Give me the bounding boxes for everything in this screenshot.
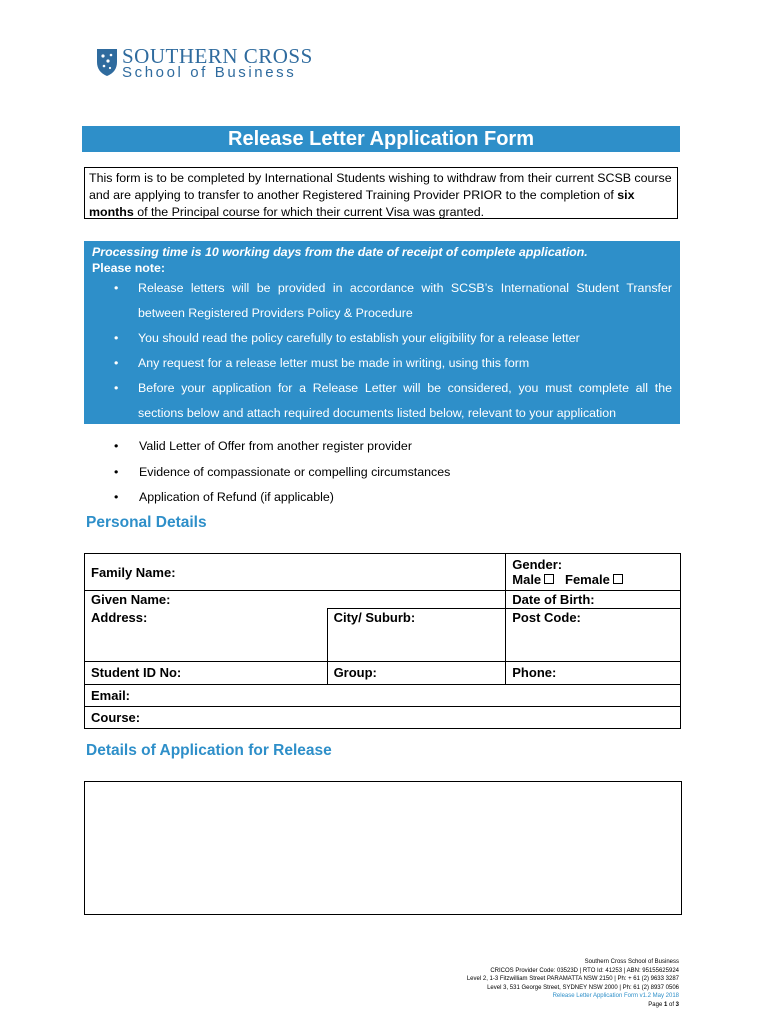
given-name-field[interactable]: Given Name:	[85, 591, 506, 609]
logo-line-1: SOUTHERN CROSS	[122, 44, 313, 68]
release-details-heading: Details of Application for Release	[86, 742, 332, 759]
notice-box	[84, 241, 680, 424]
notice-list	[92, 276, 672, 426]
course-field[interactable]: Course:	[85, 707, 681, 729]
post-code-field[interactable]: Post Code:	[506, 609, 681, 662]
page-total: 3	[675, 1001, 679, 1008]
page-of: of	[667, 1001, 676, 1008]
form-version: Release Letter Application Form v1.2 May 2018	[552, 993, 679, 1000]
date-of-birth-field[interactable]: Date of Birth:	[506, 591, 681, 609]
page-prefix: Page	[648, 1001, 664, 1008]
footer-line-2: CRICOS Provider Code: 03523D | RTO Id: 41253 | ABN: 95155625924	[490, 967, 679, 974]
document-item: • Application of Refund (if applicable)	[84, 485, 680, 511]
form-title: Release Letter Application Form	[82, 126, 680, 152]
male-checkbox[interactable]	[544, 574, 554, 584]
gender-field	[506, 554, 681, 591]
document-item: • Valid Letter of Offer from another register provider	[84, 434, 680, 460]
please-note: Please note:	[92, 261, 165, 275]
notice-item: • Before your application for a Release Letter will be considered, you must complete all the sections below and attach required documents listed below, relevant to your application	[92, 376, 672, 426]
page-footer	[467, 958, 679, 1010]
personal-details-heading: Personal Details	[86, 514, 207, 531]
release-details-textarea[interactable]	[84, 781, 682, 915]
gender-label: Gender:	[512, 557, 563, 572]
male-label: Male	[512, 572, 542, 587]
personal-details-table	[84, 553, 681, 729]
document-item: • Evidence of compassionate or compelling circumstances	[84, 460, 680, 486]
southern-cross-shield-icon	[94, 46, 120, 78]
school-logo	[94, 44, 324, 84]
student-id-field[interactable]: Student ID No:	[85, 662, 328, 685]
notice-item: • Release letters will be provided in accordance with SCSB’s International Student Transfer between Registered Providers Policy & Procedure	[92, 276, 672, 326]
intro-bold: six months	[89, 188, 635, 219]
footer-line-3: Level 2, 1-3 Fitzwilliam Street PARAMATTA NSW 2150 | Ph: + 61 (2) 9633 3287	[466, 976, 679, 983]
group-field[interactable]: Group:	[327, 662, 506, 685]
female-checkbox[interactable]	[613, 574, 623, 584]
processing-time: Processing time is 10 working days from the date of receipt of complete application.	[92, 245, 588, 259]
footer-line-1: Southern Cross School of Business	[584, 959, 679, 965]
footer-line-4: Level 3, 531 George Street, SYDNEY NSW 2000 | Ph: 61 (2) 8937 0506	[487, 984, 679, 991]
female-label: Female	[565, 572, 610, 587]
intro-box	[84, 167, 678, 219]
family-name-field[interactable]: Family Name:	[85, 554, 506, 591]
phone-field[interactable]: Phone:	[506, 662, 681, 685]
city-suburb-field[interactable]: City/ Suburb:	[327, 609, 506, 662]
intro-text-after: of the Principal course for which their current Visa was granted.	[133, 205, 485, 219]
address-field[interactable]: Address:	[85, 609, 328, 662]
page-current: 1	[663, 1001, 668, 1008]
email-field[interactable]: Email:	[85, 685, 681, 707]
intro-text-before: This form is to be completed by International Students wishing to withdraw from their current SCSB course and are applying to transfer to another Registered Training Provider PRIOR to the completion of	[89, 171, 672, 202]
notice-item: • You should read the policy carefully to establish your eligibility for a release letter	[92, 326, 672, 351]
logo-line-2: School of Business	[122, 64, 297, 81]
notice-item: • Any request for a release letter must be made in writing, using this form	[92, 351, 672, 376]
page-number	[467, 1001, 679, 1010]
required-documents-list	[84, 434, 680, 511]
